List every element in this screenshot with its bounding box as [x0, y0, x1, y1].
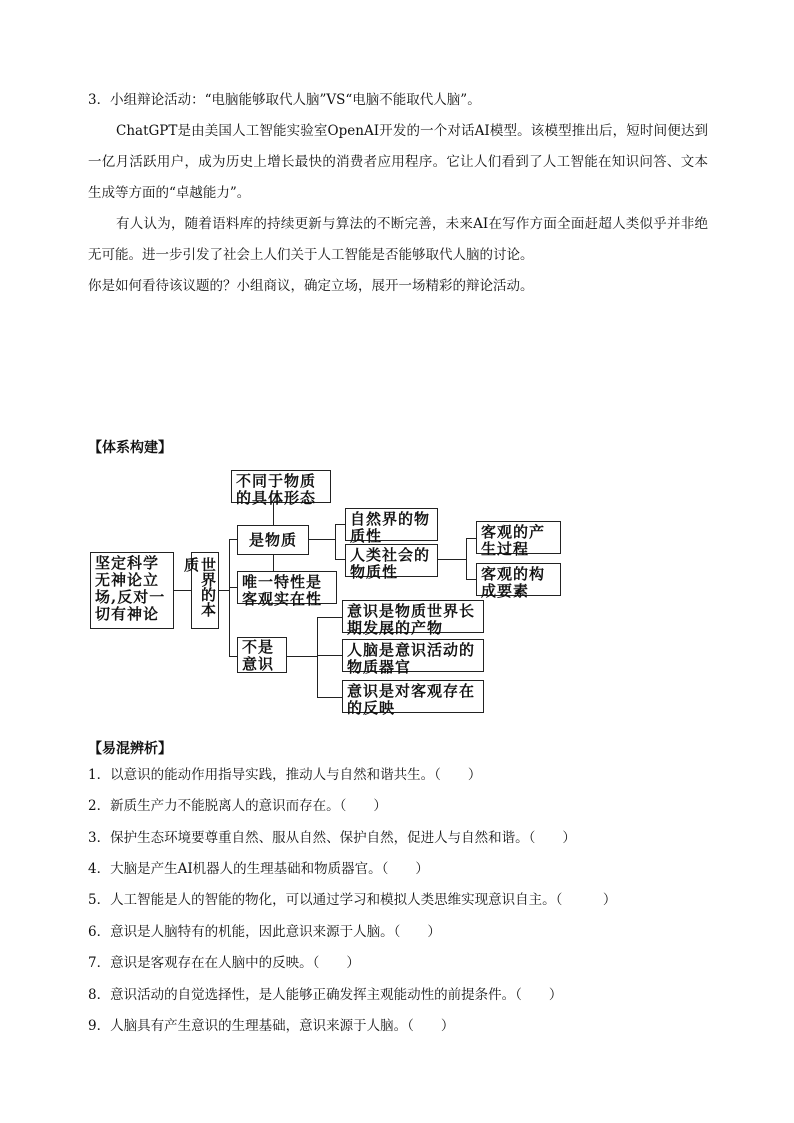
connector — [174, 590, 191, 591]
quiz-item-5: 5．人工智能是人的智能的物化，可以通过学习和模拟人类思维实现意识自主。（ ） — [88, 892, 617, 908]
connector — [335, 559, 345, 560]
activity-paragraph-1: ChatGPT是由美国人工智能实验室OpenAI开发的一个对话AI模型。该模型推出后，短时间便达到一亿月活跃用户，成为历史上增长最快的消费者应用程序。它让人们看到了人工智能在知识问答、文本生成等方面的“卓越能力”。 — [88, 123, 708, 201]
connector — [229, 587, 237, 588]
box-objective-process: 客观的产生过程 — [476, 521, 561, 554]
quiz-item-4: 4．大脑是产生AI机器人的生理基础和物质器官。（ ） — [88, 861, 429, 877]
activity-paragraph-2: 有人认为，随着语料库的持续更新与算法的不断完善，未来AI在写作方面全面赶超人类似乎并非绝无可能。进一步引发了社会上人们关于人工智能是否能够取代人脑的讨论。 — [88, 216, 708, 263]
quiz-item-1: 1．以意识的能动作用指导实践，推动人与自然和谐共生。（ ） — [88, 767, 482, 783]
connector — [466, 538, 476, 539]
box-natural-matter: 自然界的物质性 — [345, 508, 438, 541]
activity-paragraph-3: 你是如何看待该议题的？小组商议，确定立场，展开一场精彩的辩论活动。 — [88, 278, 534, 294]
box-not-consciousness: 不是意识 — [237, 637, 287, 673]
connector — [317, 617, 342, 618]
box-consciousness-reflection: 意识是对客观存在的反映 — [342, 680, 484, 713]
connector — [466, 538, 467, 580]
box-is-matter: 是物质 — [237, 525, 309, 555]
connector — [317, 617, 318, 698]
connector — [229, 539, 237, 540]
box-social-matter: 人类社会的物质性 — [345, 544, 438, 577]
quiz-item-8: 8．意识活动的自觉选择性，是人能够正确发挥主观能动性的前提条件。（ ） — [88, 987, 563, 1003]
quiz-item-3: 3．保护生态环境要尊重自然、服从自然、保护自然，促进人与自然和谐。（ ） — [88, 830, 576, 846]
box-not-specific-form: 不同于物质的具体形态 — [231, 470, 331, 503]
connector — [309, 539, 335, 540]
connector — [466, 579, 476, 580]
quiz-item-7: 7．意识是客观存在在人脑中的反映。（ ） — [88, 955, 360, 971]
connector — [317, 655, 342, 656]
box-unique-property: 唯一特性是客观实在性 — [237, 571, 337, 604]
quiz-item-2: 2．新质生产力不能脱离人的意识而存在。（ ） — [88, 798, 387, 814]
connector — [273, 555, 274, 571]
activity-heading: 3．小组辩论活动：“电脑能够取代人脑”VS“电脑不能取代人脑”。 — [88, 92, 481, 108]
box-brain-organ: 人脑是意识活动的物质器官 — [342, 639, 484, 672]
box-objective-elements: 客观的构成要素 — [476, 563, 561, 596]
box-world-essence: 世界的本质 — [191, 552, 219, 629]
box-consciousness-product: 意识是物质世界长期发展的产物 — [342, 600, 484, 633]
connector — [438, 559, 466, 560]
quiz-item-6: 6．意识是人脑特有的机能，因此意识来源于人脑。（ ） — [88, 924, 441, 940]
box-atheism-stance: 坚定科学无神论立场,反对一切有神论 — [90, 552, 174, 629]
connector — [317, 697, 342, 698]
connector — [229, 539, 230, 657]
connector — [219, 590, 229, 591]
connector — [335, 524, 336, 560]
section-title-quiz: 【易混辨析】 — [88, 741, 172, 757]
connector — [335, 524, 345, 525]
section-title-system: 【体系构建】 — [88, 440, 172, 456]
connector — [287, 656, 317, 657]
connector — [229, 656, 237, 657]
quiz-item-9: 9．人脑具有产生意识的生理基础，意识来源于人脑。（ ） — [88, 1018, 455, 1034]
